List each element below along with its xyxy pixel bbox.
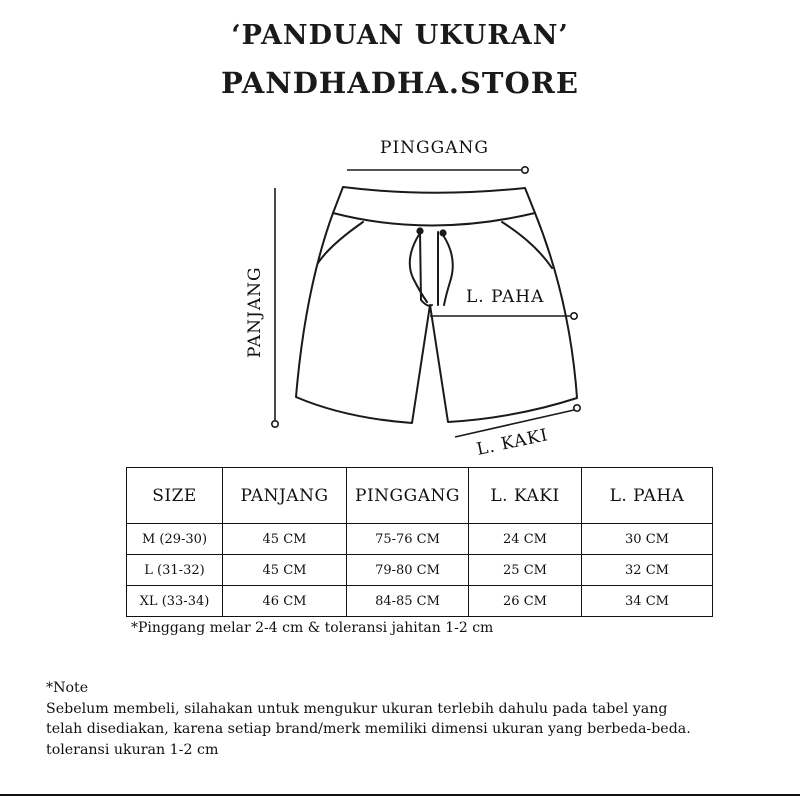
cell-l-kaki: 26 CM	[469, 586, 582, 617]
note-line: telah disediakan, karena setiap brand/merk memiliki dimensi ukuran yang berbeda-beda.	[46, 721, 691, 737]
size-table	[126, 467, 713, 617]
cell-l-paha: 30 CM	[582, 524, 713, 555]
footnote: *Pinggang melar 2-4 cm & toleransi jahitan 1-2 cm	[131, 620, 494, 636]
cell-panjang: 45 CM	[223, 524, 347, 555]
cell-l-paha: 34 CM	[582, 586, 713, 617]
panjang-measure	[245, 188, 278, 427]
cell-panjang: 46 CM	[223, 586, 347, 617]
l-paha-measure	[430, 287, 577, 319]
l-kaki-label: L. KAKI	[474, 425, 551, 460]
l-paha-label: L. PAHA	[466, 287, 545, 307]
cell-l-kaki: 24 CM	[469, 524, 582, 555]
header-size: SIZE	[127, 468, 223, 524]
cell-panjang: 45 CM	[223, 555, 347, 586]
table-row	[127, 555, 713, 586]
cell-pinggang: 75-76 CM	[347, 524, 469, 555]
cell-pinggang: 79-80 CM	[347, 555, 469, 586]
note-line: Sebelum membeli, silahakan untuk mengukur ukuran terlebih dahulu pada tabel yang	[46, 700, 668, 717]
cell-pinggang: 84-85 CM	[347, 586, 469, 617]
table-row	[127, 586, 713, 617]
cell-l-kaki: 25 CM	[469, 555, 582, 586]
pinggang-label: PINGGANG	[380, 138, 489, 158]
note-section	[46, 678, 786, 760]
header-panjang: PANJANG	[223, 468, 347, 524]
header-pinggang: PINGGANG	[347, 468, 469, 524]
table-header-row	[127, 468, 713, 524]
table-row	[127, 524, 713, 555]
note-heading: *Note	[46, 680, 89, 696]
page-title: ‘PANDUAN UKURAN’	[231, 20, 569, 51]
note-line: toleransi ukuran 1-2 cm	[46, 741, 219, 758]
cell-l-paha: 32 CM	[582, 555, 713, 586]
pinggang-measure	[347, 138, 528, 173]
cell-size: M (29-30)	[127, 524, 223, 555]
cell-size: L (31-32)	[127, 555, 223, 586]
header-l-kaki: L. KAKI	[469, 468, 582, 524]
panjang-label: PANJANG	[245, 266, 265, 358]
cell-size: XL (33-34)	[127, 586, 223, 617]
bottom-divider	[0, 794, 800, 796]
store-name: PANDHADHA.STORE	[221, 66, 579, 100]
header-l-paha: L. PAHA	[582, 468, 713, 524]
